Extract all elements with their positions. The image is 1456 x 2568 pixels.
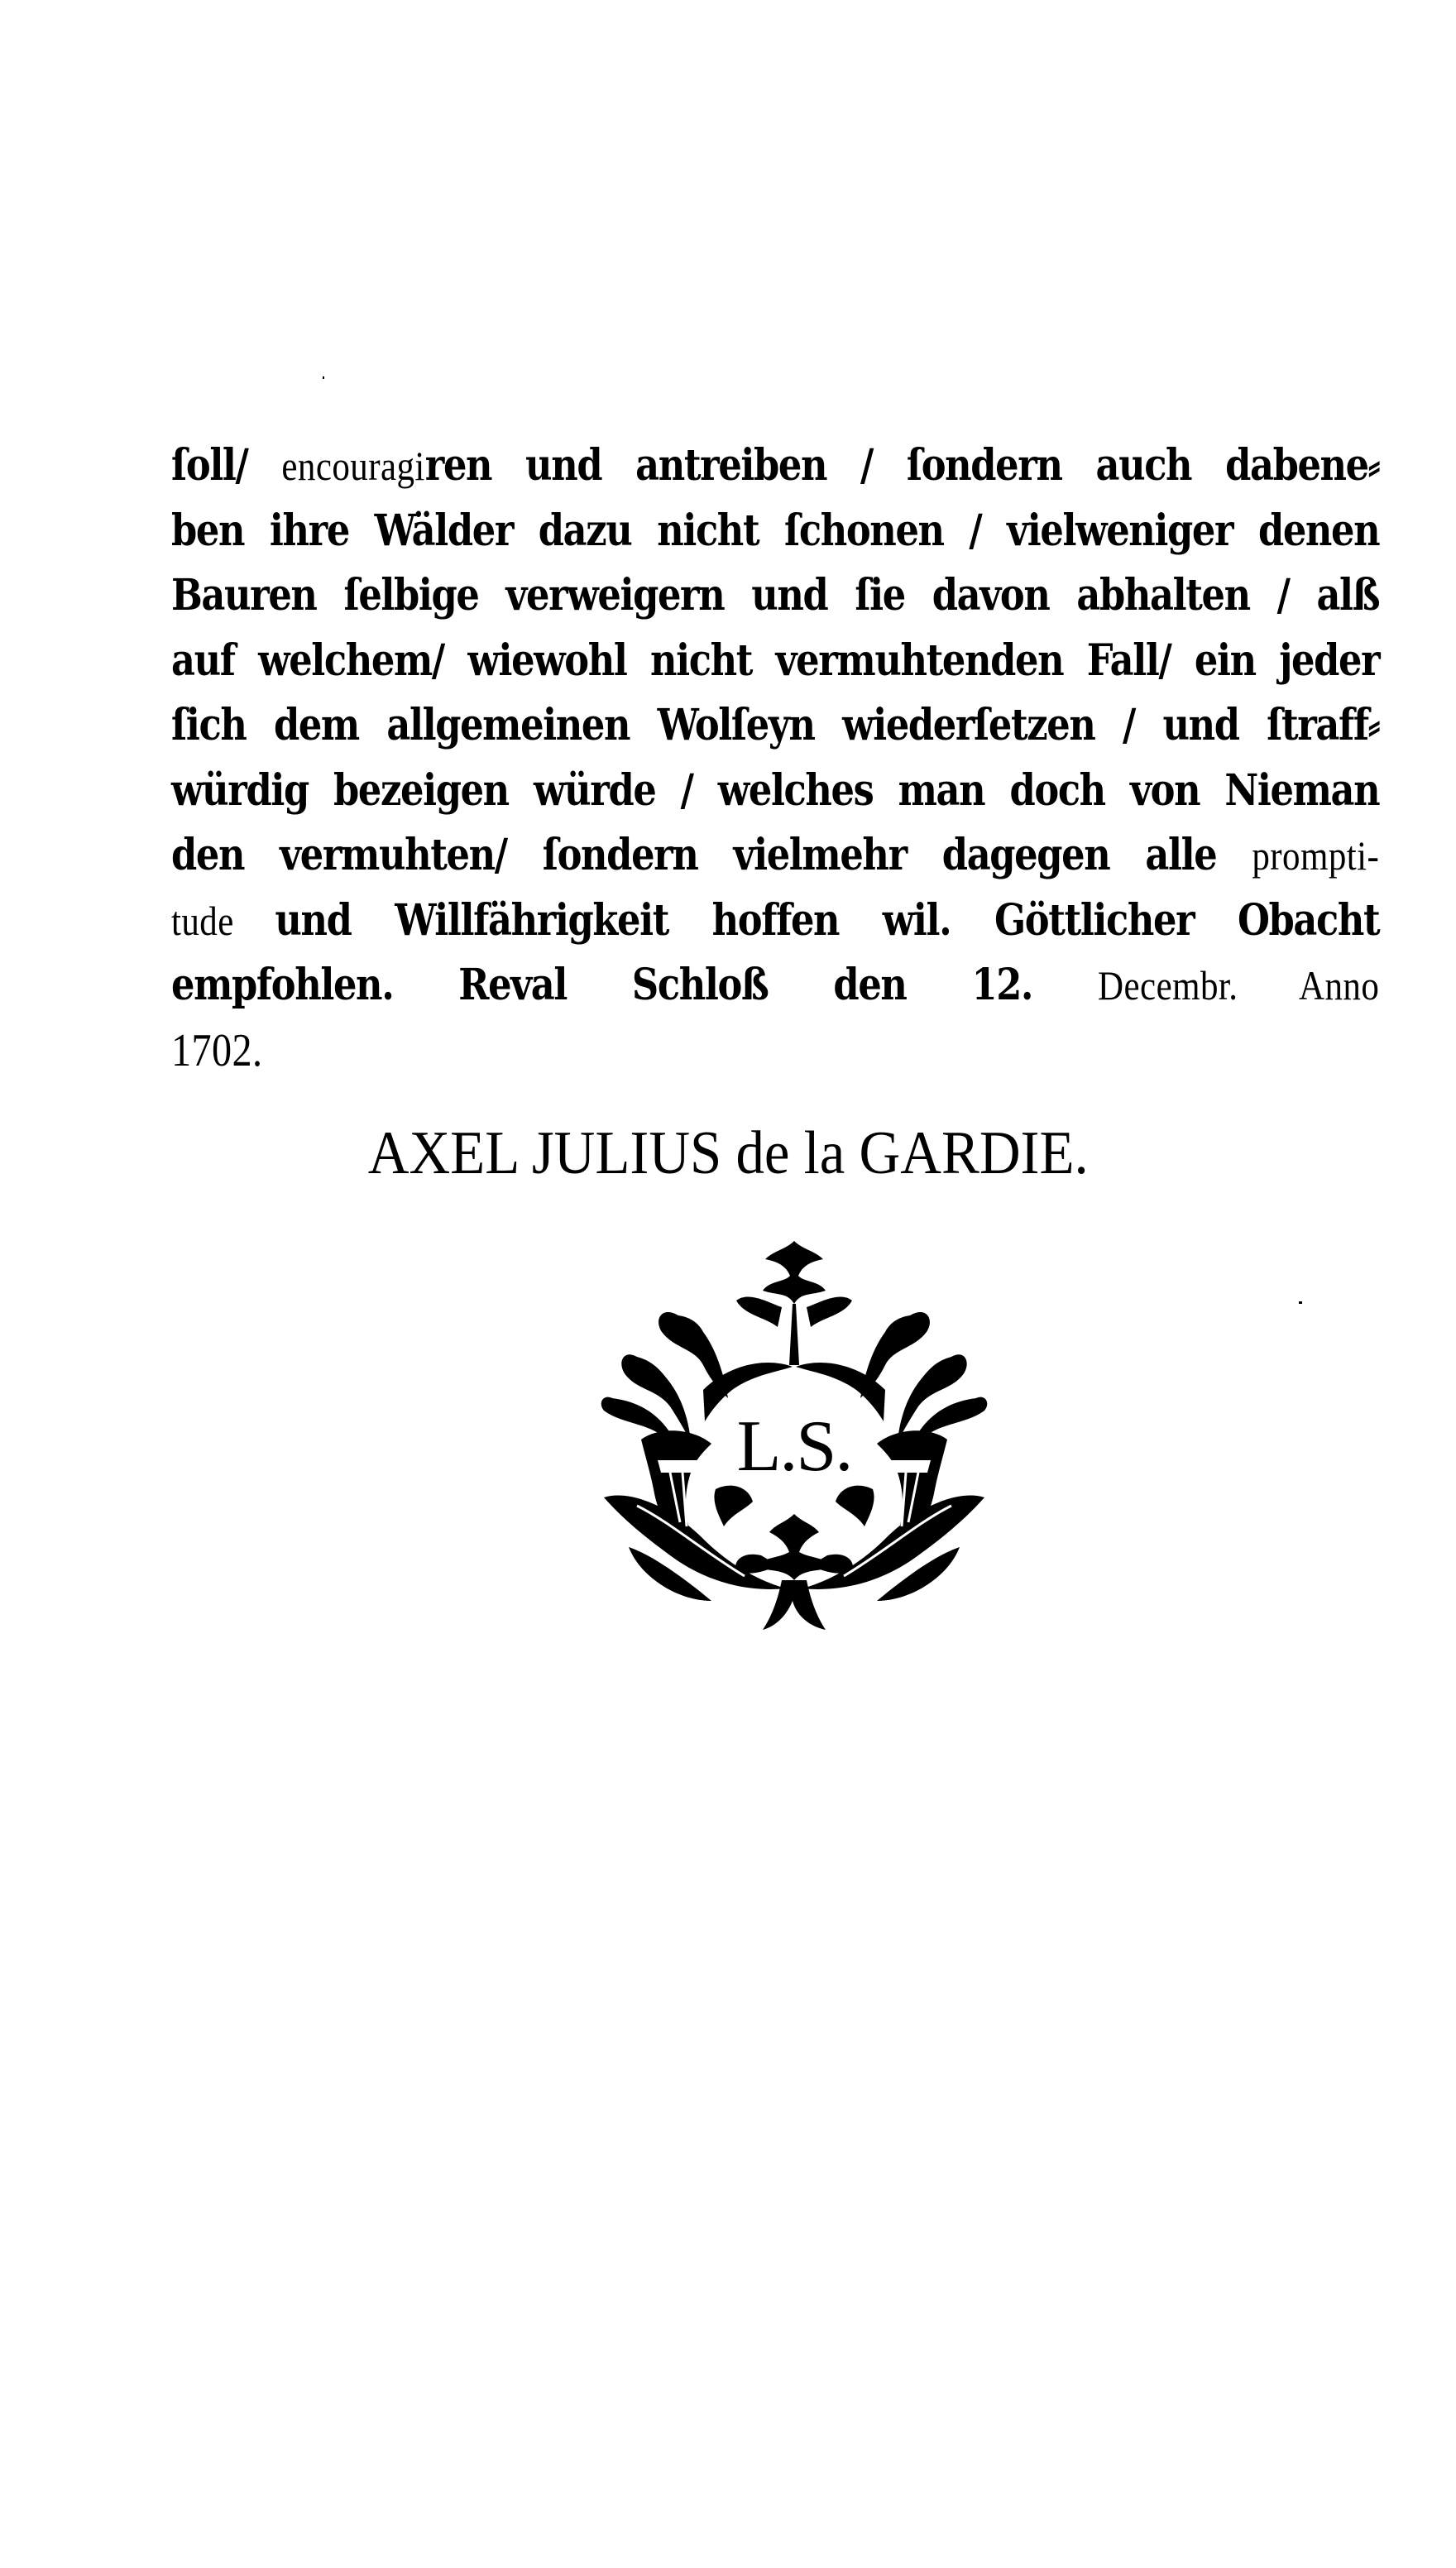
text-line-5: ſich dem allgemeinen Wolſeyn wiederſetzen / und ſtraff⸗: [171, 700, 1380, 750]
text-line-3: Bauren ſelbige verweigern und ſie davon abhalten / alß: [171, 570, 1380, 620]
text-line-7: den vermuhten/ ſondern vielmehr dagegen alle prompti-: [171, 830, 1380, 880]
seal-locus-sigilli: [579, 1224, 1009, 1638]
print-speck: [1299, 1301, 1302, 1304]
proclamation-body-text: [171, 434, 1379, 1084]
text-line-2: ben ihre Wälder dazu nicht ſchonen / vielweniger denen: [171, 505, 1380, 556]
text-line-4: auf welchem/ wiewohl nicht vermuhtenden Fall/ ein jeder: [171, 635, 1380, 686]
text-line-1: ſoll/ encouragiren und antreiben / ſondern auch dabene⸗: [171, 440, 1380, 491]
text-line-6: würdig bezeigen würde / welches man doch von Nieman: [171, 764, 1380, 816]
signatory-name: AXEL JULIUS de la GARDIE.: [367, 1119, 1089, 1187]
signature: [0, 1119, 1456, 1189]
seal-label: L.S.: [736, 1406, 852, 1487]
print-speck: [323, 376, 324, 379]
text-line-10-year: 1702.: [171, 1024, 263, 1076]
text-line-8: tude und Willfährigkeit hoffen wil. Göttlicher Obacht: [171, 894, 1380, 946]
text-line-9: empfohlen. Reval Schloß den 12. Decembr. Anno: [171, 960, 1380, 1010]
